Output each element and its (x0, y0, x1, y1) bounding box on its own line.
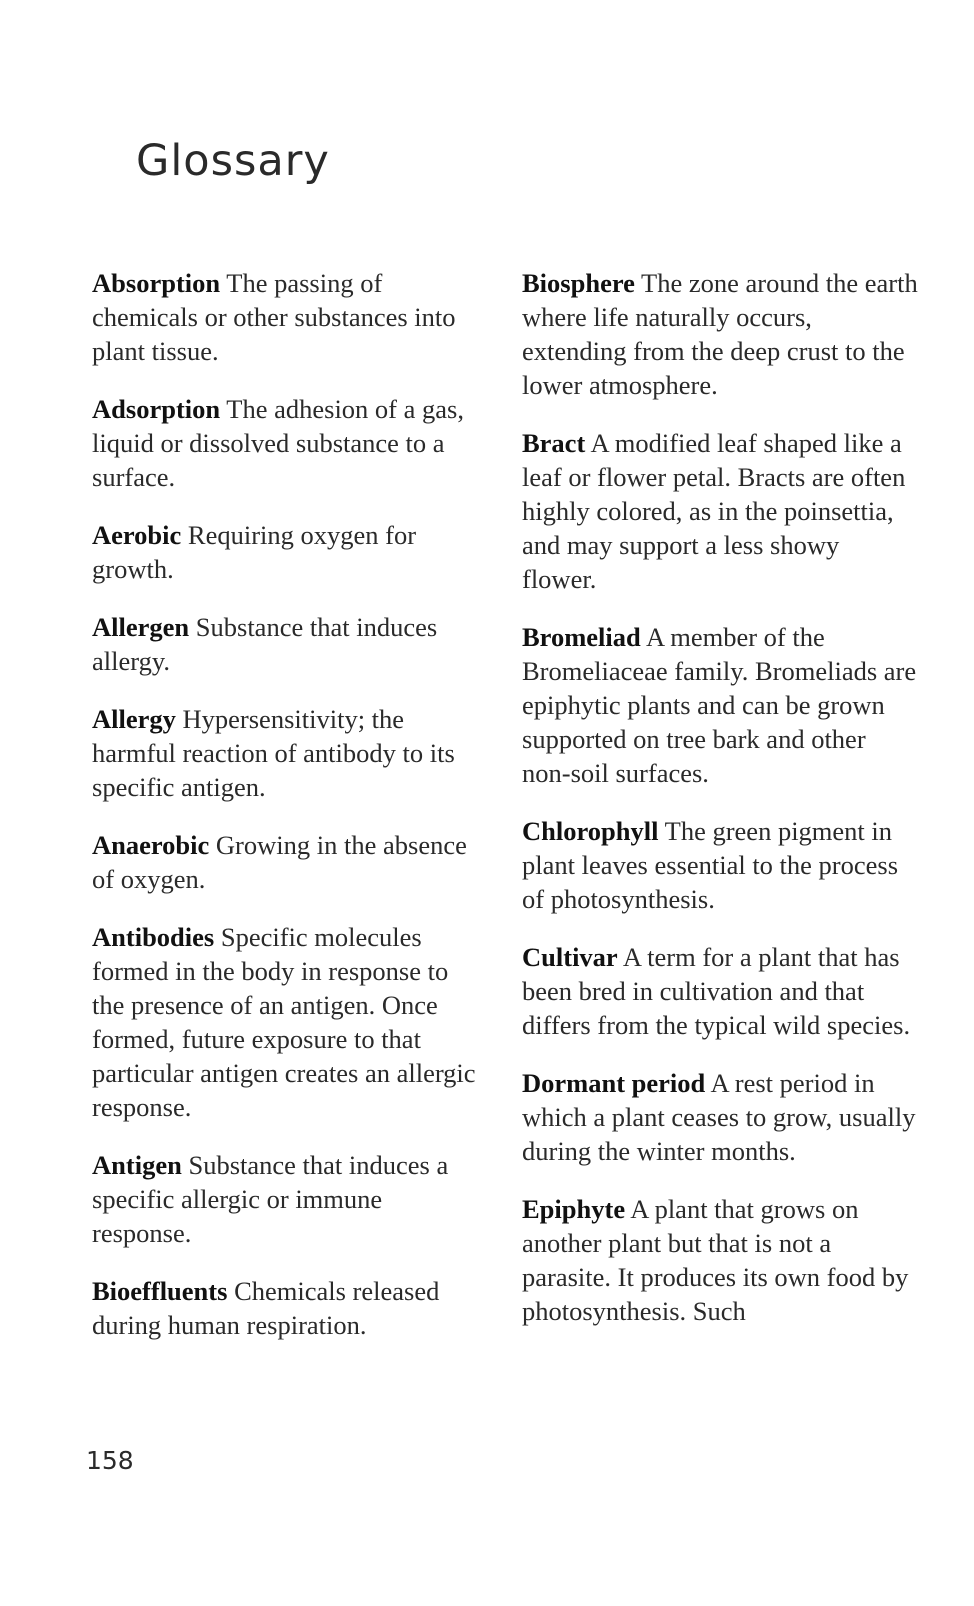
glossary-term: Bromeliad (522, 622, 641, 652)
glossary-term: Allergy (92, 704, 176, 734)
glossary-term: Bioeffluents (92, 1276, 228, 1306)
glossary-definition: A member of the Bromeliaceae family. Bromeliads are epiphytic plants and can be grown supported on tree bark and other non-soil surfaces. (522, 622, 917, 788)
glossary-definition: A rest period in which a plant ceases to grow, usually during the winter months. (522, 1068, 916, 1166)
glossary-definition: The green pigment in plant leaves essential to the process of photosynthesis. (522, 816, 899, 914)
glossary-entry (92, 392, 484, 494)
glossary-term: Antigen (92, 1150, 182, 1180)
glossary-definition: Chemicals released during human respiration. (92, 1276, 440, 1340)
glossary-term: Bract (522, 428, 586, 458)
glossary-column-right (522, 266, 918, 1352)
page-number: 158 (86, 1446, 134, 1475)
glossary-entry (92, 828, 484, 896)
glossary-entry (522, 266, 918, 402)
glossary-definition: Substance that induces allergy. (92, 612, 438, 676)
glossary-definition: The passing of chemicals or other substances into plant tissue. (92, 268, 456, 366)
glossary-entry (522, 426, 918, 596)
glossary-definition: Hypersensitivity; the harmful reaction of antibody to its specific antigen. (92, 704, 455, 802)
glossary-entry (522, 940, 918, 1042)
glossary-entry (522, 1192, 918, 1328)
glossary-entry (522, 1066, 918, 1168)
glossary-entry (92, 610, 484, 678)
glossary-definition: The adhesion of a gas, liquid or dissolved substance to a surface. (92, 394, 464, 492)
glossary-term: Anaerobic (92, 830, 210, 860)
glossary-entry (92, 518, 484, 586)
glossary-term: Chlorophyll (522, 816, 659, 846)
glossary-entry (92, 1274, 484, 1342)
glossary-entry (522, 620, 918, 790)
glossary-definition: A term for a plant that has been bred in cultivation and that differs from the typical wild species. (522, 942, 911, 1040)
glossary-term: Biosphere (522, 268, 635, 298)
glossary-entry (92, 266, 484, 368)
glossary-term: Adsorption (92, 394, 221, 424)
glossary-entry (92, 920, 484, 1124)
glossary-definition: Specific molecules formed in the body in response to the presence of an antigen. Once formed, future exposure to that particular antigen creates an allergic response. (92, 922, 476, 1122)
glossary-term: Cultivar (522, 942, 618, 972)
glossary-term: Absorption (92, 268, 221, 298)
glossary-term: Epiphyte (522, 1194, 626, 1224)
page-title: Glossary (136, 136, 330, 186)
glossary-term: Allergen (92, 612, 190, 642)
glossary-term: Dormant period (522, 1068, 706, 1098)
glossary-column-left (92, 266, 484, 1366)
glossary-entry (92, 1148, 484, 1250)
glossary-definition: The zone around the earth where life naturally occurs, extending from the deep crust to the lower atmosphere. (522, 268, 918, 400)
glossary-entry (522, 814, 918, 916)
glossary-definition: Requiring oxygen for growth. (92, 520, 417, 584)
glossary-definition: A plant that grows on another plant but that is not a parasite. It produces its own food by photosynthesis. Such (522, 1194, 909, 1326)
glossary-term: Antibodies (92, 922, 215, 952)
glossary-definition: A modified leaf shaped like a leaf or flower petal. Bracts are often highly colored, as in the poinsettia, and may support a less showy flower. (522, 428, 906, 594)
glossary-term: Aerobic (92, 520, 182, 550)
glossary-definition: Substance that induces a specific allergic or immune response. (92, 1150, 449, 1248)
glossary-entry (92, 702, 484, 804)
glossary-definition: Growing in the absence of oxygen. (92, 830, 467, 894)
